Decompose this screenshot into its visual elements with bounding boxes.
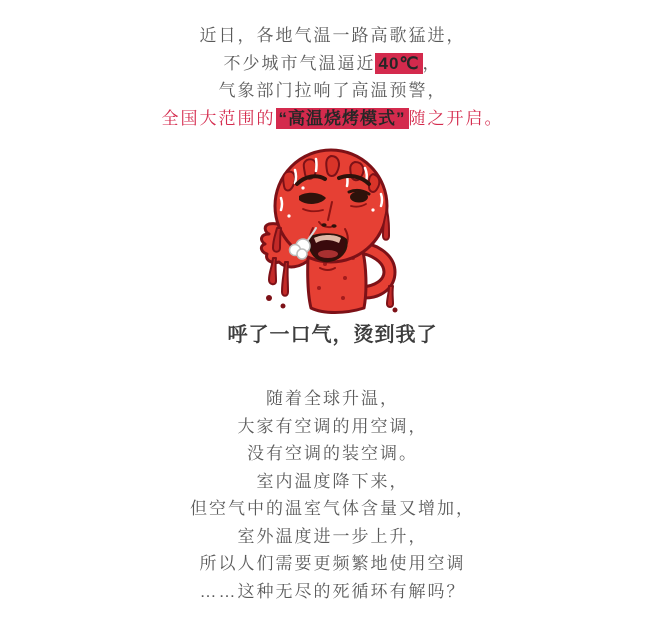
body-line: 所以人们需要更频繁地使用空调 (199, 554, 466, 573)
intro-line-2-tail: ， (422, 53, 442, 73)
intro-line-3: 气象部门拉响了高温预警， (218, 81, 447, 100)
body-line: 但空气中的温室气体含量又增加， (190, 499, 475, 518)
body-paragraph (0, 385, 665, 605)
body-line: 随着全球升温， (266, 389, 399, 408)
body-line: 室内温度降下来， (256, 471, 409, 491)
body-line: 室外温度进一步上升， (237, 526, 428, 546)
red-melting-face-illustration (223, 146, 443, 316)
body-line: 大家有空调的用空调， (237, 416, 428, 436)
meme-figure (203, 146, 463, 347)
intro-line-4-tail: 随之开启。 (408, 108, 504, 128)
intro-line-2-text: 不少城市气温逼近 (223, 53, 376, 73)
body-line: ……这种无尽的死循环有解吗？ (199, 581, 466, 601)
intro-line-4-text: 全国大范围的 (161, 108, 276, 128)
meme-caption: 呼了一口气，烫到我了 (227, 324, 438, 346)
intro-line-1: 近日，各地气温一路高歌猛进， (199, 26, 466, 45)
intro-line-2 (0, 50, 665, 78)
temperature-highlight: 40℃ (375, 53, 422, 74)
intro-paragraph (0, 22, 665, 132)
bbq-mode-highlight: “高温烧烤模式” (276, 108, 409, 129)
intro-line-4 (0, 105, 665, 133)
body-line: 没有空调的装空调。 (247, 444, 418, 463)
